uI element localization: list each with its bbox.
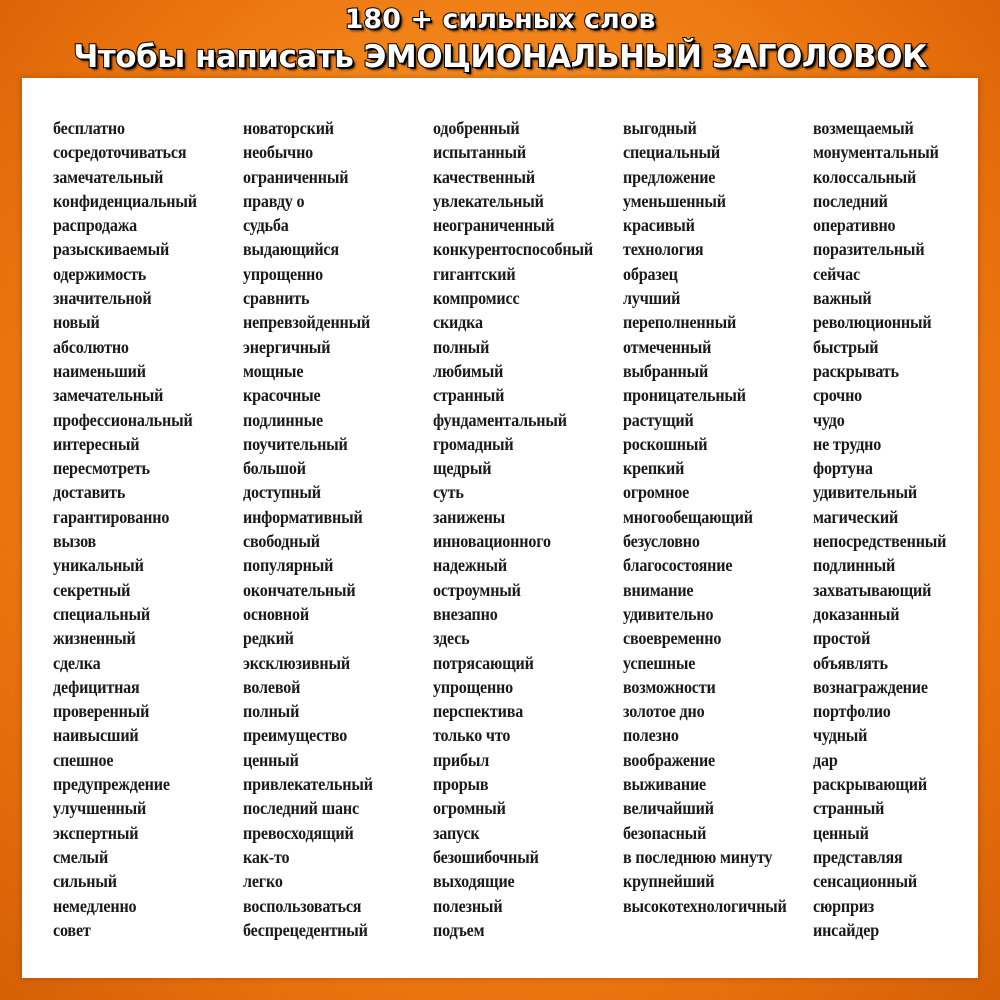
word-item: запуск [433, 822, 480, 843]
word-item: раскрывать [813, 360, 899, 381]
word-item: срочно [813, 385, 863, 406]
word-item: подъем [433, 919, 485, 940]
word-item: представляя [813, 846, 903, 867]
word-item: улучшенный [53, 798, 147, 819]
word-item: большой [243, 458, 306, 479]
word-item: упрощенно [243, 263, 324, 284]
word-item: сюрприз [813, 895, 875, 916]
word-item: быстрый [813, 336, 879, 357]
word-item: увлекательный [433, 190, 544, 211]
word-item: подлинные [243, 409, 323, 430]
word-item: вызов [53, 531, 97, 552]
word-item: волевой [243, 676, 301, 697]
word-item: только что [433, 725, 511, 746]
word-item: ценный [243, 749, 299, 770]
word-item: фортуна [813, 458, 873, 479]
word-item: доказанный [813, 603, 900, 624]
word-item: значительной [53, 288, 152, 309]
word-item: внезапно [433, 603, 498, 624]
word-item: странный [813, 798, 885, 819]
word-item: привлекательный [243, 774, 373, 795]
word-item: предложение [623, 166, 716, 187]
word-item: поразительный [813, 239, 925, 260]
word-item: воображение [623, 749, 716, 770]
word-item: легко [243, 871, 283, 892]
word-item: сильный [53, 871, 117, 892]
word-item: сосредоточиваться [53, 142, 187, 163]
word-item: сравнить [243, 288, 310, 309]
word-item: компромисс [433, 288, 520, 309]
word-item: необычно [243, 142, 314, 163]
word-item: величайший [623, 798, 714, 819]
word-item: растущий [623, 409, 694, 430]
word-item: выбранный [623, 360, 709, 381]
word-item: воспользоваться [243, 895, 362, 916]
word-item: полезный [433, 895, 503, 916]
word-item: возмещаемый [813, 118, 914, 138]
word-item: технология [623, 239, 704, 260]
word-item: уменьшенный [623, 190, 726, 211]
word-item: простой [813, 628, 871, 649]
word-item: упрощенно [433, 676, 514, 697]
word-item: инсайдер [813, 919, 879, 940]
word-item: абсолютно [53, 336, 129, 357]
word-item: новаторский [243, 118, 334, 138]
word-item: безопасный [623, 822, 707, 843]
word-item: поучительный [243, 433, 348, 454]
word-item: дар [813, 749, 838, 770]
word-item: оперативно [813, 215, 896, 236]
word-item: переполненный [623, 312, 737, 333]
word-item: бесплатно [53, 118, 125, 138]
word-item: остроумный [433, 579, 521, 600]
word-item: захватывающий [813, 579, 932, 600]
word-item: надежный [433, 555, 507, 576]
word-item: экспертный [53, 822, 139, 843]
word-item: ограниченный [243, 166, 349, 187]
word-item: щедрый [433, 458, 492, 479]
word-item: преимущество [243, 725, 348, 746]
word-item: огромное [623, 482, 690, 503]
word-item: раскрывающий [813, 774, 927, 795]
word-item: крупнейший [623, 871, 715, 892]
word-item: специальный [53, 603, 150, 624]
word-item: подлинный [813, 555, 896, 576]
word-item: правду о [243, 190, 305, 211]
word-item: судьба [243, 215, 289, 236]
word-item: выживание [623, 774, 707, 795]
word-item: одержимость [53, 263, 147, 284]
word-item: непосредственный [813, 531, 947, 552]
word-item: основной [243, 603, 309, 624]
word-item: отмеченный [623, 336, 712, 357]
word-item: лучший [623, 288, 681, 309]
word-item: красивый [623, 215, 695, 236]
word-column-1 [53, 116, 209, 942]
word-item: популярный [243, 555, 334, 576]
word-column-2 [243, 116, 384, 942]
word-item: гигантский [433, 263, 516, 284]
word-item: превосходящий [243, 822, 354, 843]
word-item: неограниченный [433, 215, 555, 236]
word-item: доставить [53, 482, 126, 503]
word-item: сенсационный [813, 871, 917, 892]
word-item: жизненный [53, 628, 136, 649]
word-item: чудный [813, 725, 868, 746]
word-item: благосостояние [623, 555, 733, 576]
word-item: перспектива [433, 701, 524, 722]
word-item: выдающийся [243, 239, 339, 260]
word-item: замечательный [53, 385, 164, 406]
word-item: важный [813, 288, 872, 309]
word-item: внимание [623, 579, 694, 600]
word-item: проницательный [623, 385, 746, 406]
word-item: редкий [243, 628, 294, 649]
word-item: смелый [53, 846, 109, 867]
word-item: суть [433, 482, 464, 503]
word-column-4 [623, 116, 801, 918]
word-item: не трудно [813, 433, 882, 454]
word-item: инновационного [433, 531, 551, 552]
word-item: безошибочный [433, 846, 539, 867]
word-item: любимый [433, 360, 504, 381]
word-item: огромный [433, 798, 506, 819]
word-item: дефицитная [53, 676, 140, 697]
word-item: вознаграждение [813, 676, 928, 697]
word-item: проверенный [53, 701, 150, 722]
word-item: последний [813, 190, 888, 211]
title-main: Чтобы написать ЭМОЦИОНАЛЬНЫЙ ЗАГОЛОВОК [73, 39, 927, 75]
word-item: распродажа [53, 215, 138, 236]
word-item: монументальный [813, 142, 939, 163]
word-item: революционный [813, 312, 932, 333]
word-item: выгодный [623, 118, 697, 138]
word-item: колоссальный [813, 166, 917, 187]
word-item: наивысший [53, 725, 139, 746]
word-item: мощные [243, 360, 304, 381]
word-item: немедленно [53, 895, 137, 916]
word-list-panel [22, 78, 978, 978]
word-item: сделка [53, 652, 101, 673]
word-item: секретный [53, 579, 131, 600]
word-item: спешное [53, 749, 114, 770]
word-item: скидка [433, 312, 483, 333]
word-item: образец [623, 263, 678, 284]
word-item: многообещающий [623, 506, 753, 527]
word-item: прорыв [433, 774, 489, 795]
word-columns [22, 116, 978, 966]
word-item: полный [433, 336, 490, 357]
word-item: конкурентоспособный [433, 239, 593, 260]
word-item: энергичный [243, 336, 331, 357]
word-item: золотое дно [623, 701, 705, 722]
word-item: роскошный [623, 433, 708, 454]
word-item: совет [53, 919, 91, 940]
word-item: крепкий [623, 458, 685, 479]
word-item: удивительно [623, 603, 714, 624]
word-item: профессиональный [53, 409, 193, 430]
word-item: беспрецедентный [243, 919, 368, 940]
word-item: новый [53, 312, 100, 333]
header [0, 0, 1000, 76]
word-item: полезно [623, 725, 679, 746]
word-item: в последнюю минуту [623, 846, 773, 867]
word-item: как-то [243, 846, 290, 867]
word-item: портфолио [813, 701, 891, 722]
word-item: окончательный [243, 579, 356, 600]
word-item: прибыл [433, 749, 490, 770]
word-item: громадный [433, 433, 514, 454]
word-item: чудо [813, 409, 845, 430]
word-item: здесь [433, 628, 470, 649]
word-item: интересный [53, 433, 140, 454]
word-column-5 [813, 116, 958, 942]
word-item: гарантированно [53, 506, 170, 527]
word-item: разыскиваемый [53, 239, 170, 260]
word-item: доступный [243, 482, 321, 503]
title-count: 180 + сильных слов [344, 4, 656, 35]
word-item: специальный [623, 142, 720, 163]
word-item: магический [813, 506, 899, 527]
word-item: наименьший [53, 360, 146, 381]
word-item: уникальный [53, 555, 144, 576]
word-item: информативный [243, 506, 363, 527]
word-item: замечательный [53, 166, 164, 187]
word-item: испытанный [433, 142, 526, 163]
word-item: пересмотреть [53, 458, 150, 479]
word-item: конфиденциальный [53, 190, 197, 211]
word-column-3 [433, 116, 607, 942]
word-item: безусловно [623, 531, 700, 552]
word-item: качественный [433, 166, 535, 187]
word-item: успешные [623, 652, 696, 673]
word-item: объявлять [813, 652, 888, 673]
word-item: возможности [623, 676, 716, 697]
word-item: занижены [433, 506, 506, 527]
word-item: удивительный [813, 482, 917, 503]
word-item: потрясающий [433, 652, 534, 673]
word-item: непревзойденный [243, 312, 371, 333]
word-item: последний шанс [243, 798, 359, 819]
word-item: высокотехнологичный [623, 895, 787, 916]
word-item: фундаментальный [433, 409, 567, 430]
word-item: ценный [813, 822, 869, 843]
word-item: сейчас [813, 263, 860, 284]
word-item: красочные [243, 385, 321, 406]
word-item: эксклюзивный [243, 652, 350, 673]
word-item: предупреждение [53, 774, 170, 795]
word-item: своевременно [623, 628, 722, 649]
word-item: свободный [243, 531, 320, 552]
word-item: выходящие [433, 871, 515, 892]
word-item: одобренный [433, 118, 520, 138]
word-item: полный [243, 701, 300, 722]
word-item: странный [433, 385, 505, 406]
